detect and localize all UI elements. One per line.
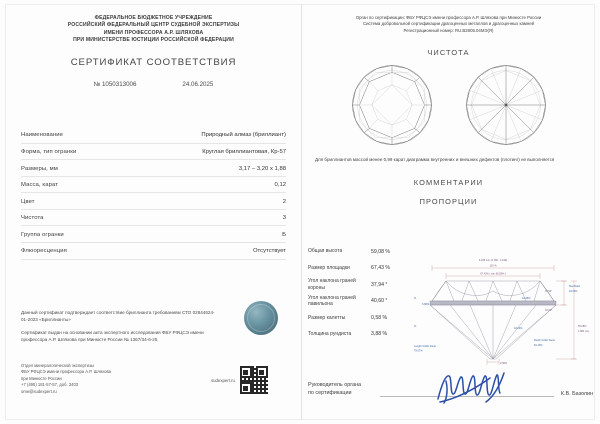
signature-block: [308, 382, 593, 397]
proportion-name: Угол наклона граней короны: [308, 278, 356, 291]
contact-phone: +7 (495) 181-57-57, доб. 3403: [21, 382, 79, 388]
spec-key: Чистота: [21, 215, 44, 222]
signature-line: [380, 384, 554, 397]
clarity-section-title: ЧИСТОТА: [427, 48, 470, 58]
organization-header: [6, 15, 301, 44]
body-head-line-2: Система добровольной сертификации драгоценных металлов и драгоценных камней: [363, 21, 534, 27]
signatory-role-line-1: Руководитель органа: [308, 382, 362, 389]
qr-finder-top-left: [240, 366, 252, 378]
spec-value: Круглая бриллиантовая, Кр-57: [202, 148, 286, 155]
girdle-thickness-1: 12.96%: [522, 297, 531, 300]
registration-number: Регистрационный номер: RU.B2805.04МЭ(Я): [403, 27, 494, 33]
proportion-value: 67,43 %: [371, 265, 391, 271]
specifications-table: [21, 127, 286, 260]
proportion-name: Размер калетты: [308, 314, 346, 321]
spec-value: Б: [282, 231, 286, 238]
org-line-2: РОССИЙСКИЙ ФЕДЕРАЛЬНЫЙ ЦЕНТР СУДЕБНОЙ ЭКСПЕРТИЗЫ: [67, 22, 240, 29]
holographic-seal: [244, 301, 278, 335]
diamond-profile-diagram: [414, 255, 594, 367]
border-bottom: [5, 419, 595, 420]
contact-email: ome@sudexpert.ru: [21, 388, 57, 394]
org-line-3: ИМЕНИ ПРОФЕССОРА А.Р. ШЛЯХОВА: [103, 29, 204, 36]
proportion-value: 59,08 %: [371, 248, 391, 255]
star-ratio-label: Star Ratio: [569, 285, 581, 288]
spec-value: 0,12: [274, 182, 286, 189]
table-row: [21, 226, 286, 243]
spec-key: Группа огранки: [21, 231, 64, 238]
table-row: [308, 328, 428, 341]
crown-angle-label: 37.94°: [545, 290, 553, 293]
signatory-role-line-2: по сертификации: [308, 389, 352, 396]
qr-zone: [211, 366, 268, 394]
contact-block: [21, 363, 111, 395]
length-girdle-label: Length Girdle Facet: [414, 345, 436, 348]
table-row: [308, 245, 428, 258]
diamond-profile-icon: [414, 255, 594, 367]
proportion-value: 0,58 %: [371, 314, 388, 321]
qr-code-icon[interactable]: [240, 366, 268, 394]
qr-finder-top-right: [256, 366, 268, 378]
body-head-line-1: Орган по сертификации: ФБУ РФЦСЭ имени профессора А.Р. Шляхова при Минюсте России: [355, 15, 542, 20]
table-row: [21, 143, 286, 160]
proportion-value: 3,88 %: [371, 331, 388, 338]
clarity-note: Для бриллиантов массой менее 0,99 карат диаграмма внутренних и внешних дефектов (плотинг) не выполняется: [315, 157, 555, 163]
table-row: [21, 193, 286, 210]
culet-pct-label: 0.58%: [500, 362, 508, 365]
proportions-table: [308, 245, 428, 344]
spec-value: Природный алмаз (бриллиант): [201, 132, 286, 139]
proportion-value: 40,60 °: [371, 298, 388, 305]
spec-key: Масса, карат: [21, 182, 58, 189]
proportion-value: 37,94 °: [371, 281, 388, 288]
pavilion-angle-label: 40.60°: [545, 309, 553, 312]
lower-girdle-value: 81.13%: [534, 344, 543, 347]
girdle-thickness-2: 3.88%: [422, 303, 430, 306]
signatory-name: К.В. Базолин: [560, 391, 593, 397]
depth-pct-label: 59.08%: [578, 325, 587, 328]
girdle-thickness-label-left: %: [414, 297, 417, 300]
table-row: [308, 278, 428, 291]
handwritten-signature-icon: [432, 369, 528, 405]
diameter-label: 3.188 mm (3.168 - 3.199): [478, 259, 508, 262]
proportion-name: Размер площадки: [308, 264, 350, 271]
proportion-name: Общая высота: [308, 248, 343, 255]
legal-text: [21, 310, 216, 350]
right-panel: [302, 5, 595, 419]
diamond-pavilion-diagram-icon: [464, 63, 548, 147]
left-annotation: %: [414, 325, 417, 328]
certificate-number: № 1050313006: [93, 81, 137, 89]
diamond-crown-diagram-icon: [350, 63, 434, 147]
qr-finder-bottom-left: [240, 382, 252, 394]
table-row: [21, 160, 286, 177]
table-row: [21, 176, 286, 193]
org-line-4: ПРИ МИНИСТЕРСТВЕ ЮСТИЦИИ РОССИЙСКОЙ ФЕДЕРАЦИИ: [73, 36, 234, 43]
spec-value: 3: [282, 215, 286, 222]
spec-key: Флюоресценция: [21, 248, 67, 255]
lower-girdle-label: Depth Girdle Facet: [534, 339, 555, 342]
proportion-name: Толщина рундиста: [308, 331, 352, 338]
comments-section-title: КОММЕНТАРИИ: [413, 177, 484, 187]
website-label: sudexpert.ru: [211, 377, 235, 383]
clarity-diagrams: [302, 63, 595, 147]
contact-line-2: ФБУ РФЦСЭ имени профессора А.Р. Шляхова: [21, 369, 111, 375]
spec-value: 2: [282, 198, 286, 205]
spec-value: 3,17 – 3,20 x 1,88: [238, 165, 286, 172]
signatory-role: [308, 382, 380, 397]
diameter-pct-label: 100 %: [489, 264, 497, 268]
page-title: СЕРТИФИКАТ СООТВЕТСТВИЯ: [70, 57, 237, 69]
star-ratio-value: 43.60%: [569, 290, 578, 293]
table-row: [21, 209, 286, 226]
table-row: [21, 127, 286, 143]
table-pct-label: 67.43% ( min 66.58% ): [480, 272, 506, 276]
table-row: [308, 295, 428, 308]
table-row: [308, 262, 428, 275]
depth-mm-label: 1.884 mm: [578, 330, 590, 333]
spec-key: Цвет: [21, 198, 35, 205]
proportion-name: Угол наклона граней павильона: [308, 294, 356, 308]
spec-key: Наименование: [21, 132, 64, 139]
proportions-section-title: ПРОПОРЦИИ: [419, 196, 478, 206]
certification-body-header: [302, 15, 595, 34]
spec-key: Форма, тип огранки: [21, 148, 77, 155]
spec-key: Размеры, мм: [21, 165, 58, 172]
pavilion-depth-label: 42.04%: [514, 327, 523, 330]
contact-line-1: Отдел минералогической экспертизы: [21, 363, 94, 368]
org-line-1: ФЕДЕРАЛЬНОЕ БЮДЖЕТНОЕ УЧРЕЖДЕНИЕ: [94, 15, 213, 21]
legal-paragraph-1: Данный сертификат подтверждает соответствие бриллианта требованиям СТО 02844624-01-2023 «Бриллианты»: [21, 310, 215, 322]
certificate-date: 24.06.2025: [182, 81, 214, 89]
contact-line-3: при Минюсте России: [21, 375, 62, 381]
left-panel: [6, 5, 301, 419]
legal-paragraph-2: Сертификат выдан на основании акта экспертного исследования ФБУ РФЦСЭ имени профессора А.Р. Шляхова при Минюсте России № 1367/34-6-25: [21, 330, 204, 342]
table-row: [308, 311, 428, 324]
spec-value: Отсутствует: [252, 248, 286, 255]
certificate-meta: [6, 81, 301, 88]
length-girdle-value: 79.07%: [414, 349, 423, 353]
table-row: [21, 243, 286, 260]
